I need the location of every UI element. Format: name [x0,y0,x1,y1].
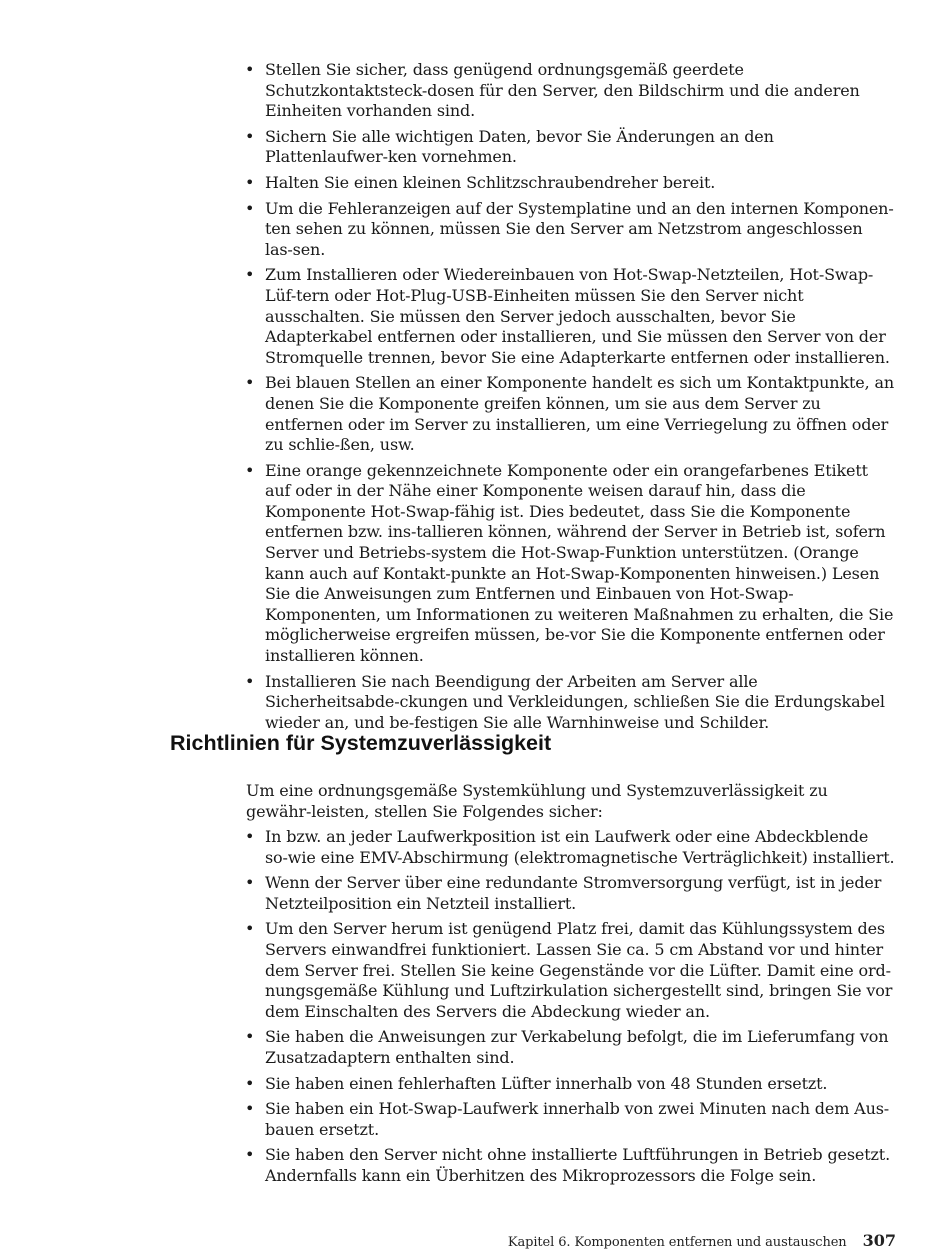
list-item: • Bei blauen Stellen an einer Komponente handelt es sich um Kontaktpunkte, an denen Sie die Komponente greifen können, um sie aus dem Server zu entfernen oder im Server zu installieren, um eine Verriegelung zu öffnen oder zu schlie-ßen, usw. [245,373,895,455]
section-heading: Richtlinien für Systemzuverlässigkeit [170,731,552,755]
page-number: 307 [862,1231,896,1250]
list-item: • Sie haben einen fehlerhaften Lüfter innerhalb von 48 Stunden ersetzt. [245,1074,895,1095]
list-item: • Installieren Sie nach Beendigung der Arbeiten am Server alle Sicherheitsabde-ckungen und Verkleidungen, schließen Sie die Erdungskabel wieder an, und be-festigen Sie alle Warnhinweise und Schilder. [245,672,895,734]
list-item: • Sichern Sie alle wichtigen Daten, bevor Sie Änderungen an den Plattenlaufwer-ken vornehmen. [245,127,895,168]
list-item: • Halten Sie einen kleinen Schlitzschraubendreher bereit. [245,173,895,194]
list-item: • Wenn der Server über eine redundante Stromversorgung verfügt, ist in jeder Netzteilposition ein Netzteil installiert. [245,873,895,914]
reliability-list [245,827,895,1192]
footer-chapter-title: Kapitel 6. Komponenten entfernen und austauschen [507,1235,847,1250]
list-item: • Sie haben ein Hot-Swap-Laufwerk innerhalb von zwei Minuten nach dem Aus-bauen ersetzt. [245,1099,895,1140]
list-item: • Zum Installieren oder Wiedereinbauen von Hot-Swap-Netzteilen, Hot-Swap-Lüf-tern oder Hot-Plug-USB-Einheiten müssen Sie den Server nicht ausschalten. Sie müssen den Server jedoch ausschalten, bevor Sie Adapterkabel entfernen oder installieren, und Sie müssen den Server von der Stromquelle trennen, bevor Sie eine Adapterkarte entfernen oder installieren. [245,265,895,368]
list-item: • Um die Fehleranzeigen auf der Systemplatine und an den internen Komponen-ten sehen zu können, müssen Sie den Server am Netzstrom angeschlossen las-sen. [245,199,895,261]
precautions-list [245,60,895,738]
list-item: • Eine orange gekennzeichnete Komponente oder ein orangefarbenes Etikett auf oder in der Nähe einer Komponente weisen darauf hin, dass die Komponente Hot-Swap-fähig ist. Dies bedeutet, dass Sie die Komponente entfernen bzw. ins-tallieren können, während der Server in Betrieb ist, sofern Server und Betriebs-system die Hot-Swap-Funktion unterstützen. (Orange kann auch auf Kontakt-punkte an Hot-Swap-Komponenten hinweisen.) Lesen Sie die Anweisungen zum Entfernen und Einbauen von Hot-Swap-Komponenten, um Informationen zu weiteren Maßnahmen zu erhalten, die Sie möglicherweise ergreifen müssen, be-vor Sie die Komponente entfernen oder installieren können. [245,461,895,667]
list-item: • Sie haben den Server nicht ohne installierte Luftführungen in Betrieb gesetzt. Andernfalls kann ein Überhitzen des Mikroprozessors die Folge sein. [245,1145,895,1186]
list-item: • Um den Server herum ist genügend Platz frei, damit das Kühlungssystem des Servers einwandfrei funktioniert. Lassen Sie ca. 5 cm Abstand vor und hinter dem Server frei. Stellen Sie keine Gegenstände vor die Lüfter. Damit eine ord-nungsgemäße Kühlung und Luftzirkulation sichergestellt sind, bringen Sie vor dem Einschalten des Servers die Abdeckung wieder an. [245,919,895,1022]
page-footer [508,1231,896,1250]
list-item: • In bzw. an jeder Laufwerkposition ist ein Laufwerk oder eine Abdeckblende so-wie eine EMV-Abschirmung (elektromagnetische Verträglichkeit) installiert. [245,827,895,868]
section-intro: Um eine ordnungsgemäße Systemkühlung und Systemzuverlässigkeit zu gewähr-leisten, stellen Sie Folgendes sicher: [246,781,828,821]
list-item: • Stellen Sie sicher, dass genügend ordnungsgemäß geerdete Schutzkontaktsteck-dosen für den Server, den Bildschirm und die anderen Einheiten vorhanden sind. [245,60,895,122]
list-item: • Sie haben die Anweisungen zur Verkabelung befolgt, die im Lieferumfang von Zusatzadaptern enthalten sind. [245,1027,895,1068]
